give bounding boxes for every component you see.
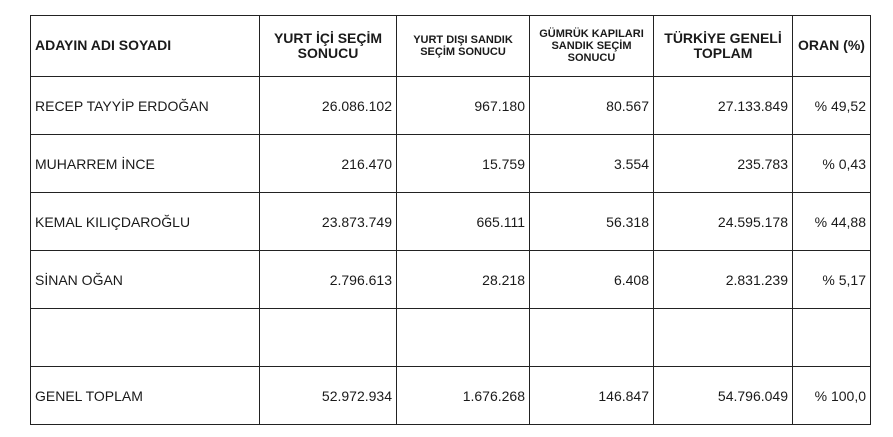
grand-total-row [31, 367, 871, 425]
table-row [31, 77, 871, 135]
table-row [31, 193, 871, 251]
candidate-name: KEMAL KILIÇDAROĞLU [31, 193, 260, 251]
domestic-votes: 2.796.613 [260, 251, 397, 309]
domestic-votes: 23.873.749 [260, 193, 397, 251]
total-votes: 24.595.178 [654, 193, 793, 251]
abroad-votes [397, 309, 530, 367]
abroad-votes: 28.218 [397, 251, 530, 309]
header-customs-result: GÜMRÜK KAPILARI SANDIK SEÇİM SONUCU [530, 16, 654, 77]
abroad-votes: 967.180 [397, 77, 530, 135]
abroad-votes: 665.111 [397, 193, 530, 251]
customs-votes: 56.318 [530, 193, 654, 251]
candidate-name [31, 309, 260, 367]
vote-ratio: % 0,43 [793, 135, 871, 193]
total-votes: 235.783 [654, 135, 793, 193]
candidate-name: SİNAN OĞAN [31, 251, 260, 309]
customs-votes: 6.408 [530, 251, 654, 309]
total-votes [654, 309, 793, 367]
total-votes: 2.831.239 [654, 251, 793, 309]
customs-votes [530, 309, 654, 367]
customs-votes: 80.567 [530, 77, 654, 135]
header-row [31, 16, 871, 77]
grand-total-label: GENEL TOPLAM [31, 367, 260, 425]
vote-ratio: % 100,0 [793, 367, 871, 425]
domestic-votes: 26.086.102 [260, 77, 397, 135]
customs-votes: 146.847 [530, 367, 654, 425]
abroad-votes: 1.676.268 [397, 367, 530, 425]
customs-votes: 3.554 [530, 135, 654, 193]
header-ratio: ORAN (%) [793, 16, 871, 77]
header-abroad-result: YURT DIŞI SANDIK SEÇİM SONUCU [397, 16, 530, 77]
header-turkey-total: TÜRKİYE GENELİ TOPLAM [654, 16, 793, 77]
domestic-votes: 216.470 [260, 135, 397, 193]
domestic-votes: 52.972.934 [260, 367, 397, 425]
vote-ratio: % 49,52 [793, 77, 871, 135]
empty-row [31, 309, 871, 367]
election-results-table [30, 15, 871, 425]
total-votes: 54.796.049 [654, 367, 793, 425]
abroad-votes: 15.759 [397, 135, 530, 193]
table-row [31, 135, 871, 193]
vote-ratio: % 5,17 [793, 251, 871, 309]
candidate-name: RECEP TAYYİP ERDOĞAN [31, 77, 260, 135]
header-candidate-name: ADAYIN ADI SOYADI [31, 16, 260, 77]
vote-ratio: % 44,88 [793, 193, 871, 251]
header-domestic-result: YURT İÇİ SEÇİM SONUCU [260, 16, 397, 77]
domestic-votes [260, 309, 397, 367]
table-row [31, 251, 871, 309]
total-votes: 27.133.849 [654, 77, 793, 135]
candidate-name: MUHARREM İNCE [31, 135, 260, 193]
vote-ratio [793, 309, 871, 367]
